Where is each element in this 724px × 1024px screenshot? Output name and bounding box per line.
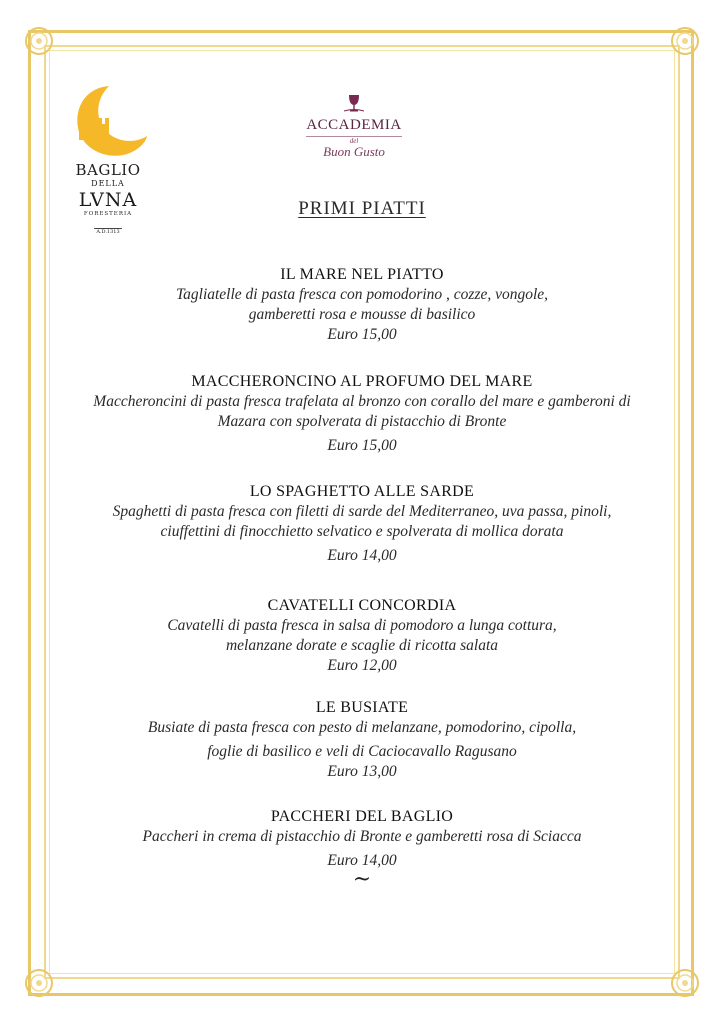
menu-item	[60, 698, 664, 782]
baglio-logo-line3: LVNA	[78, 189, 138, 211]
corner-ornament-icon	[22, 24, 56, 58]
dish-price: Euro 12,00	[327, 657, 397, 674]
dish-name: MACCHERONCINO AL PROFUMO DEL MARE	[191, 373, 533, 390]
dish-price: Euro 15,00	[327, 437, 397, 454]
section-title-text: PRIMI PIATTI	[298, 198, 426, 219]
footer-flourish: ~	[352, 867, 372, 892]
dish-name: CAVATELLI CONCORDIA	[267, 597, 457, 614]
menu-item	[60, 596, 664, 676]
dish-name: IL MARE NEL PIATTO	[280, 266, 444, 283]
dish-price: Euro 13,00	[327, 763, 397, 780]
dish-description-line: Tagliatelle di pasta fresca con pomodorino , cozze, vongole,	[175, 286, 549, 303]
dish-description-line: Cavatelli di pasta fresca in salsa di pomodoro a lunga cottura,	[167, 617, 557, 634]
accademia-logo-line2: del	[349, 137, 359, 145]
dish-price: Euro 14,00	[327, 852, 397, 869]
dish-description-line: Mazara con spolverata di pistacchio di Bronte	[217, 413, 507, 430]
dish-description-line: Paccheri in crema di pistacchio di Bronte e gamberetti rosa di Sciacca	[142, 828, 582, 845]
dish-description-line: Spaghetti di pasta fresca con filetti di sarde del Mediterraneo, uva passa, pinoli,	[112, 503, 612, 520]
corner-ornament-icon	[668, 24, 702, 58]
dish-description-line: ciuffettini di finocchietto selvatico e spolverata di mollica dorata	[160, 523, 564, 540]
dish-name: LO SPAGHETTO ALLE SARDE	[249, 483, 475, 500]
accademia-logo-line3: Buon Gusto	[323, 144, 385, 159]
corner-ornament-icon	[22, 966, 56, 1000]
dish-description-line: foglie di basilico e veli di Caciocavallo Ragusano	[207, 743, 517, 760]
dish-name: PACCHERI DEL BAGLIO	[270, 808, 454, 825]
baglio-logo-line5: A.D.1313	[96, 229, 120, 235]
corner-ornament-icon	[668, 966, 702, 1000]
menu-item	[60, 482, 664, 566]
dish-description-line: Maccheroncini di pasta fresca trafelata al bronzo con corallo del mare e gamberoni di	[93, 393, 631, 410]
moon-castle-icon	[69, 84, 147, 160]
accademia-logo-line1: ACCADEMIA	[306, 117, 402, 133]
dish-name: LE BUSIATE	[315, 699, 409, 716]
section-title	[0, 198, 724, 220]
dish-price: Euro 15,00	[327, 326, 397, 343]
dish-description-line: melanzane dorate e scaglie di ricotta salata	[225, 637, 499, 654]
wine-glass-icon	[343, 94, 365, 114]
dish-description-line: Busiate di pasta fresca con pesto di melanzane, pomodorino, cipolla,	[147, 719, 577, 736]
menu-item	[60, 265, 664, 345]
baglio-logo-line1: BAGLIO	[75, 161, 141, 179]
baglio-logo-line2: DELLA	[91, 179, 125, 188]
menu-item	[60, 372, 664, 456]
dish-price: Euro 14,00	[327, 547, 397, 564]
menu-item	[60, 807, 664, 871]
accademia-logo	[298, 94, 410, 159]
baglio-logo-line4: FORESTERIA	[83, 211, 133, 217]
dish-description-line: gamberetti rosa e mousse di basilico	[248, 306, 476, 323]
